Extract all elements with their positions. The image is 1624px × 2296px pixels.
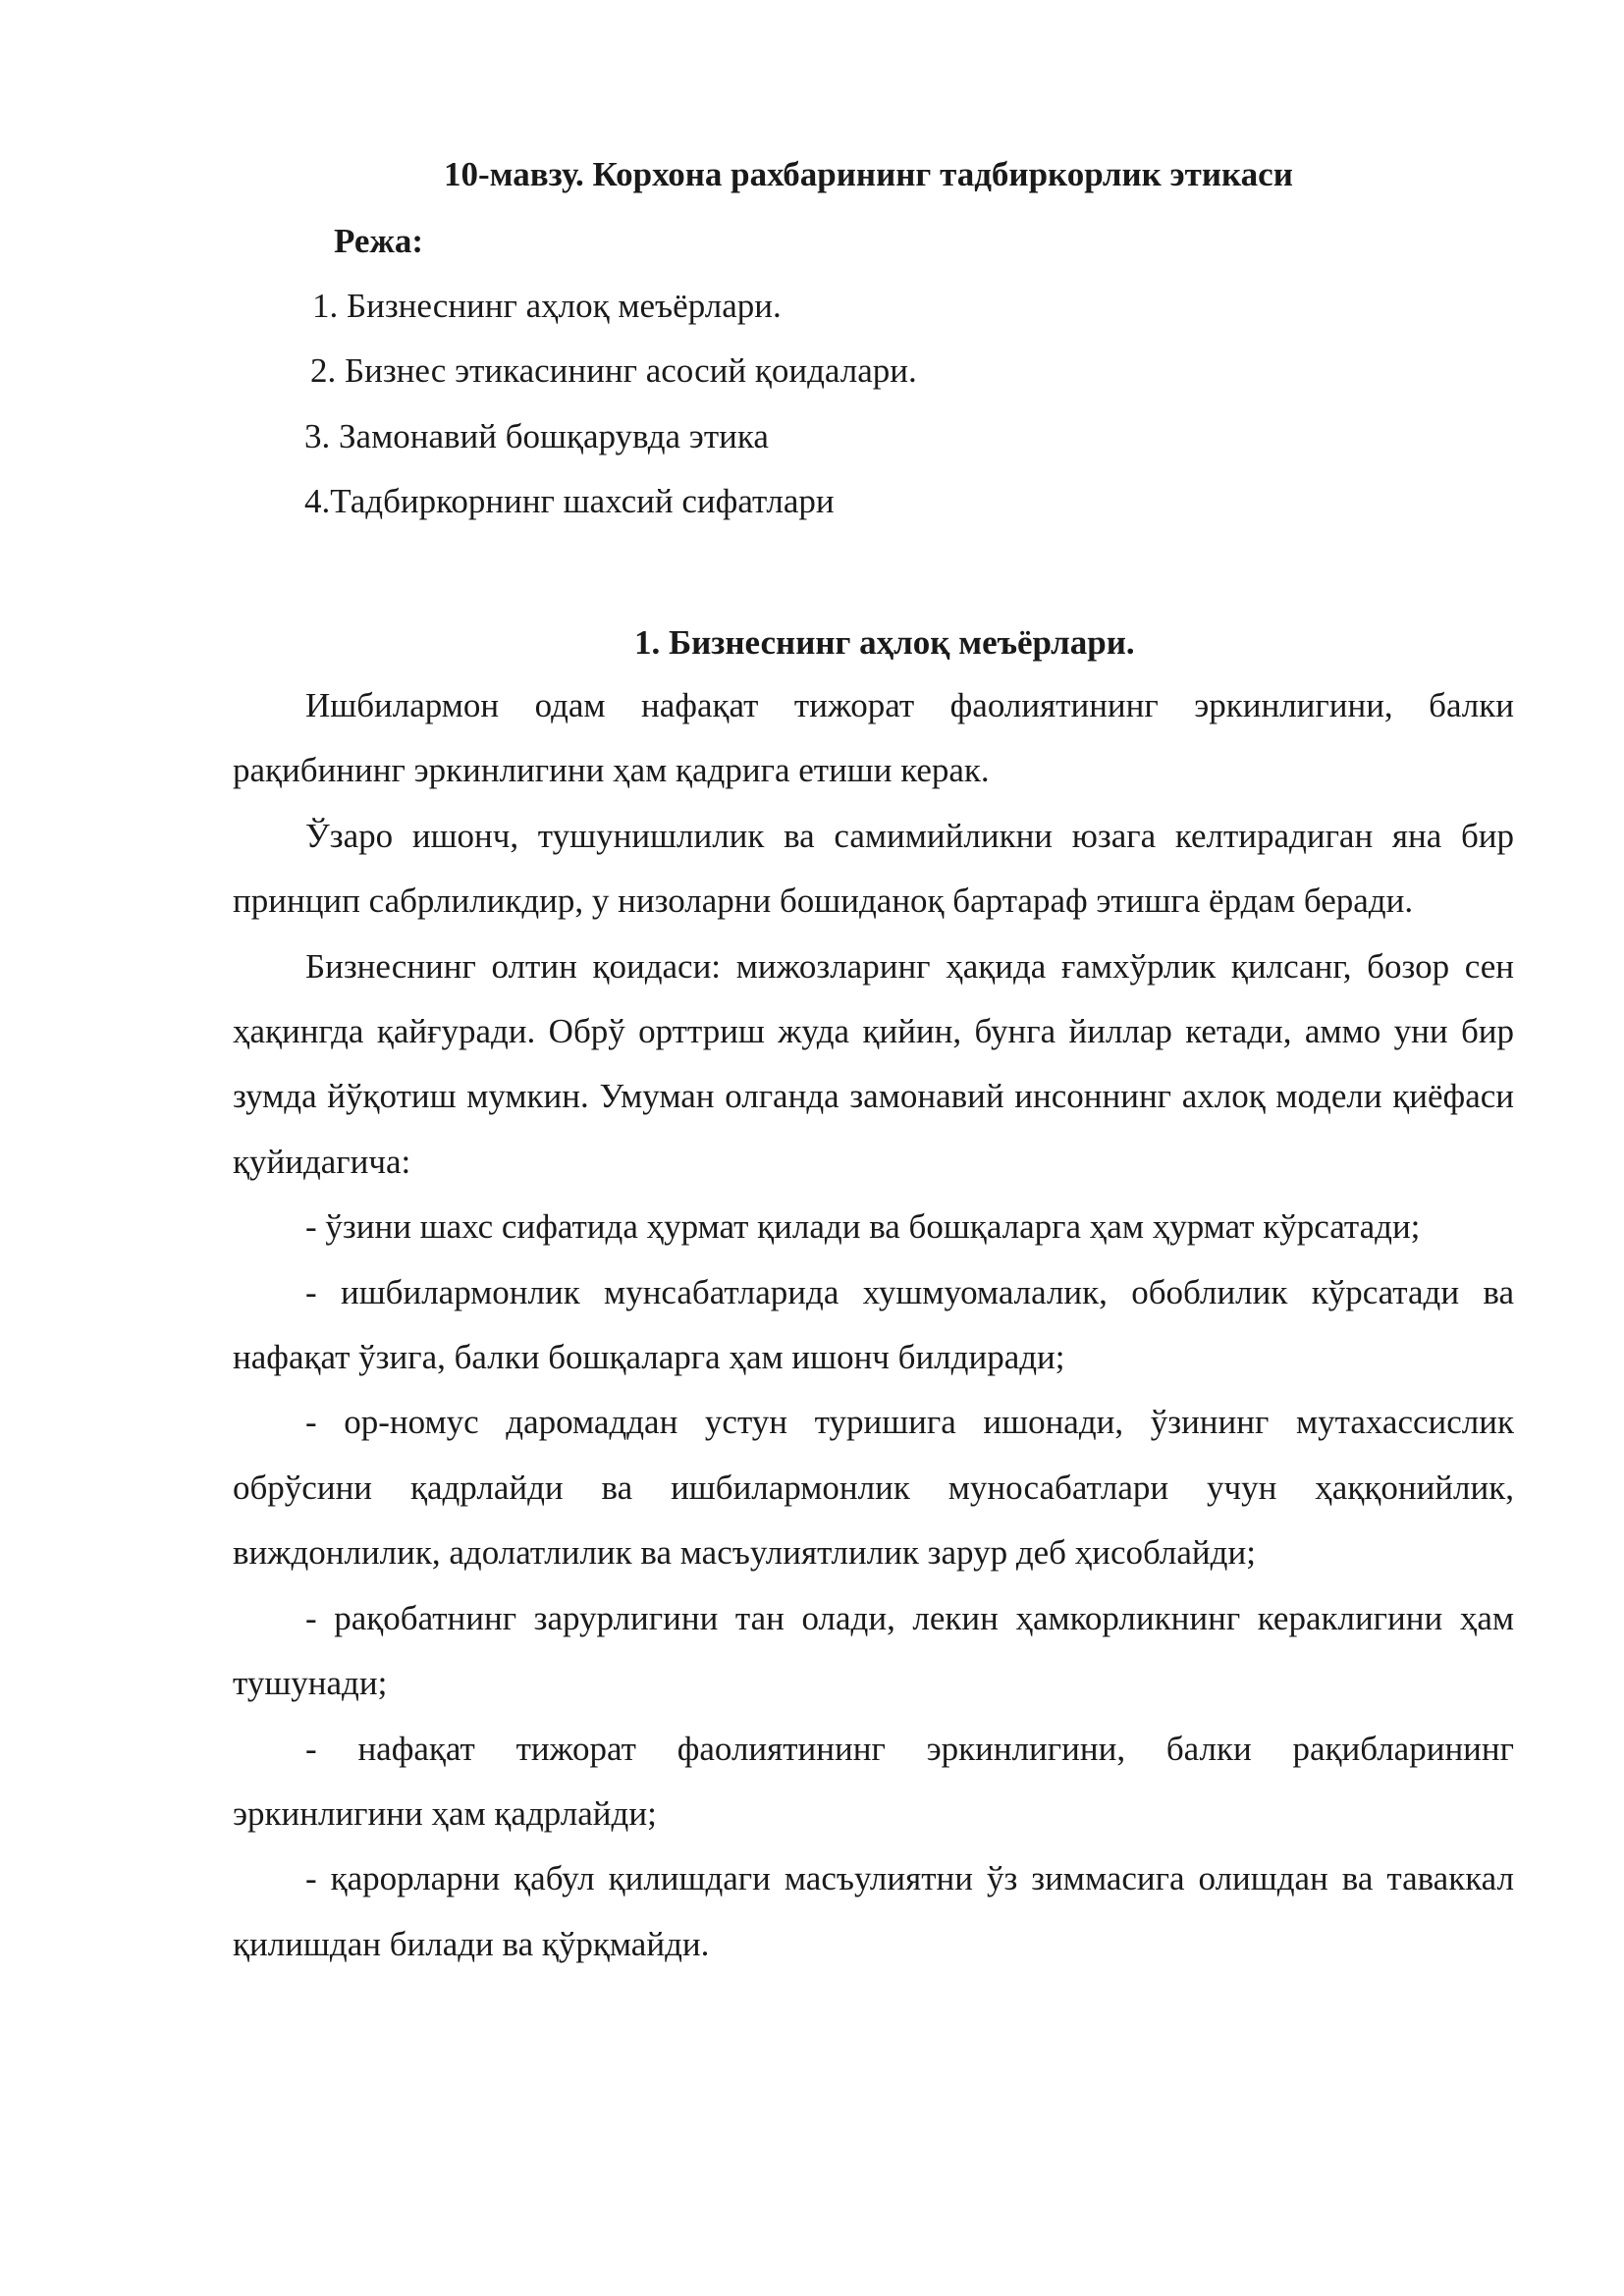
body-text [233,673,1514,1977]
plan-heading: Режа: [334,222,423,260]
bullet-item: - ишбилармонлик мунсабатларида хушмуомалалик, обоблилик кўрсатади ва нафақат ўзига, балки бошқаларга ҳам ишонч билдиради; [233,1272,1514,1377]
plan-item-4: 4.Тадбиркорнинг шахсий сифатлари [304,482,835,520]
bullet-item: - рақобатнинг зарурлигини тан олади, лекин ҳамкорликнинг кераклигини ҳам тушунади; [233,1598,1514,1703]
paragraph: Ишбилармон одам нафақат тижорат фаолиятининг эркинлигини, балки рақибининг эркинлигини ҳам қадрига етиши керак. [233,686,1514,790]
bullet-item: - нафақат тижорат фаолиятининг эркинлигини, балки рақибларининг эркинлигини ҳам қадрлайди; [233,1729,1514,1833]
paragraph: Бизнеснинг олтин қоидаси: мижозларинг ҳақида ғамхўрлик қилсанг, бозор сен ҳақингда қайғуради. Обрў орттриш жуда қийин, бунга йиллар кетади, аммо уни бир зумда йўқотиш мумкин. Умуман олганда замонавий инсоннинг ахлоқ модели қиёфаси қуйидагича: [233,946,1514,1181]
plan-item-3: 3. Замонавий бошқарувда этика [304,417,769,455]
bullet-item: - ўзини шахс сифатида ҳурмат қилади ва бошқаларга ҳам ҳурмат кўрсатади; [305,1207,1421,1247]
section-heading: 1. Бизнеснинг аҳлоқ меъёрлари. [634,623,1135,662]
bullet-item: - ор-номус даромаддан устун туришига ишонади, ўзининг мутахассислик обрўсини қадрлайди ва ишбилармонлик муносабатлари учун ҳаққонийлик, виждонлилик, адолатлилик ва масъулиятлилик зарур деб ҳисоблайди; [233,1403,1514,1573]
plan-item-2: 2. Бизнес этикасининг асосий қоидалари. [310,351,917,390]
document-title: 10-мавзу. Корхона рахбарининг тадбиркорлик этикаси [444,155,1293,193]
paragraph: Ўзаро ишонч, тушунишлилик ва самимийликни юзага келтирадиган яна бир принцип сабрлиликдир, у низоларни бошиданоқ бартараф этишга ёрдам беради. [233,816,1514,921]
bullet-item: - қарорларни қабул қилишдаги масъулиятни ўз зиммасига олишдан ва таваккал қилишдан билади ва қўрқмайди. [233,1859,1514,1963]
plan-item-1: 1. Бизнеснинг аҳлоқ меъёрлари. [312,287,782,325]
